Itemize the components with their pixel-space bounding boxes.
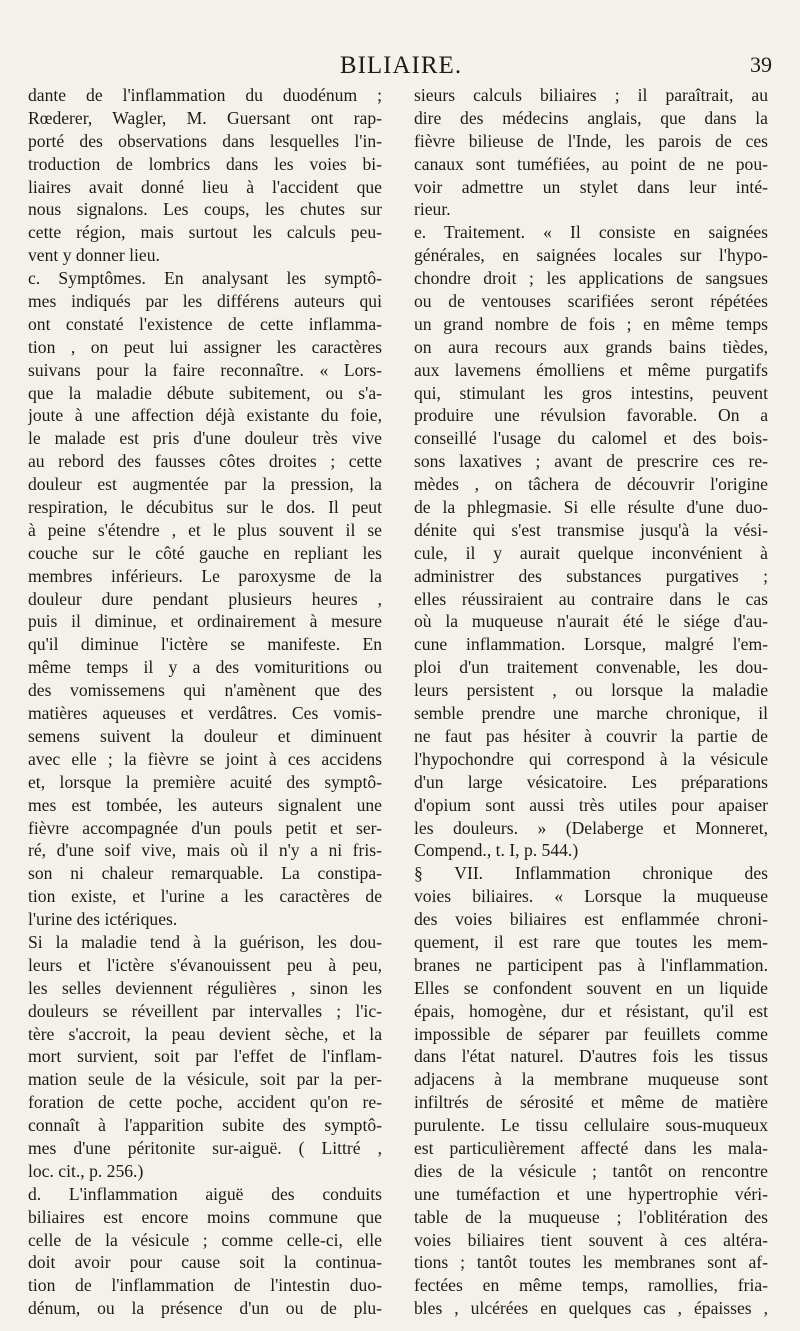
text-line: au rebord des fausses côtes droites ; cette [28,451,382,472]
text-line: épais, homogène, dur et résistant, qu'il est [414,1000,768,1021]
text-line: le malade est pris d'une douleur très vive [28,428,382,449]
text-line: puis il diminue, et ordinairement à mesure [28,611,382,632]
text-line: Compend., t. I, p. 544.) [414,840,579,861]
text-line: Elles se confondent souvent en un liquide [414,977,768,998]
text-line: couche sur le côté gauche en repliant les [28,542,382,563]
text-line: d'opium sont aussi très utiles pour apaiser [414,794,768,815]
text-line: membres inférieurs. Le paroxysme de la [28,565,382,586]
text-line: ploi d'un traitement convenable, les dou- [414,657,768,678]
text-line: fièvre accompagnée d'un pouls petit et ser- [28,817,382,838]
text-line: ré, d'une soif vive, mais où il n'y a ni fris- [28,840,382,861]
text-line: l'urine des ictériques. [28,909,178,930]
text-line: dies de la vésicule ; tantôt on rencontre [414,1160,768,1181]
text-line: impossible de séparer par feuillets comme [414,1023,768,1044]
text-line: un grand nombre de fois ; en même temps [414,313,768,334]
text-line: foration de cette poche, accident qu'on re- [28,1092,382,1113]
running-title: BILIAIRE. [339,52,463,79]
text-line: fièvre bilieuse de l'Inde, les parois de ces [414,130,768,151]
text-line: loc. cit., p. 256.) [28,1160,144,1181]
text-line: canaux sont tuméfiées, au point de ne pou- [414,153,768,174]
text-line: sons laxatives ; avant de prescrire ces re- [414,451,768,472]
text-line: Si la maladie tend à la guérison, les dou- [28,931,382,952]
text-line: fectées en même temps, ramollies, fria- [414,1275,768,1296]
text-line: est particulièrement affecté dans les mala- [414,1137,768,1158]
text-line: leurs persistent , ou lorsque la maladie [414,680,768,701]
text-line: connaît à l'apparition subite des symptô- [28,1115,382,1136]
text-line: porté des observations dans lesquelles l'in- [28,130,382,151]
text-line: respiration, le décubitus sur le dos. Il peut [28,497,382,518]
right-text-column [414,84,768,1326]
text-line: cette région, mais surtout les calculs peu- [28,222,382,243]
text-line: une tuméfaction et une hypertrophie véri- [414,1183,768,1204]
text-line: qu'il diminue l'ictère se manifeste. En [28,634,382,655]
text-line: dans l'état naturel. D'autres fois les tissus [414,1046,768,1067]
text-line: mes est tombée, les auteurs signalent une [28,794,382,815]
text-line: c. Symptômes. En analysant les symptô- [28,268,382,289]
text-line: suivans pour la faire reconnaître. « Lors- [28,359,382,380]
text-line: douleurs se réveillent par intervalles ; l'ic- [28,1000,382,1021]
text-line: qui, stimulant les gros intestins, peuvent [414,382,768,403]
text-line: § VII. Inflammation chronique des [414,863,768,884]
text-line: joute à une affection déjà existante du foie, [28,405,382,426]
page-number: 39 [750,52,772,77]
text-line: voies biliaires tient souvent à ces altéra- [414,1229,768,1250]
text-line: ont constaté l'existence de cette inflamma- [28,313,382,334]
text-line: semble prendre une marche chronique, il [414,703,768,724]
text-line: tère s'accroit, la peau devient sèche, et la [28,1023,382,1044]
text-line: infiltrés de sérosité et même de matière [414,1092,768,1113]
text-line: cule, il y aurait quelque inconvénient à [414,542,768,563]
text-line: voies biliaires. « Lorsque la muqueuse [414,886,768,907]
text-line: doit avoir pour cause soit la continua- [28,1252,382,1273]
text-line: d. L'inflammation aiguë des conduits [28,1183,382,1204]
text-line: douleur est augmentée par la pression, la [28,474,382,495]
text-line: dénite qui s'est transmise jusqu'à la vési- [414,519,768,540]
text-line: bles , ulcérées en quelques cas , épaisses , [414,1298,768,1319]
text-line: semens suivent la douleur et diminuent [28,725,382,746]
text-line: chondre droit ; les applications de sangsues [414,268,768,289]
text-line: avec elle ; la fièvre se joint à ces accidens [28,748,382,769]
text-line: ne faut pas hésiter à couvrir la partie de [414,725,768,746]
text-line: rieur. [414,199,451,220]
text-line: voir admettre un stylet dans leur inté- [414,176,768,197]
text-line: e. Traitement. « Il consiste en saignées [414,222,768,243]
page-header [30,52,772,88]
text-line: des voies biliaires est enflammée chroni- [414,909,768,930]
text-line: branes ne participent pas à l'inflammation. [414,954,768,975]
text-line: mation seule de la vésicule, soit par la per- [28,1069,382,1090]
text-line: table de la muqueuse ; l'oblitération des [414,1206,768,1227]
text-line: que la maladie débute subitement, ou s'a- [28,382,382,403]
text-line: de la phlegmasie. Si elle résulte d'une duo- [414,497,768,518]
text-line: tion existe, et l'urine a les caractères de [28,886,382,907]
text-line: nous signalons. Les coups, les chutes sur [28,199,382,220]
text-line: Rœderer, Wagler, M. Guersant ont rap- [28,107,382,128]
text-line: leurs et l'ictère s'évanouissent peu à peu, [28,954,382,975]
text-line: tion , on peut lui assigner les caractères [28,336,382,357]
text-line: troduction de lombrics dans les voies bi- [28,153,382,174]
text-line: biliaires est encore moins commune que [28,1206,382,1227]
text-line: les selles deviennent régulières , sinon les [28,977,382,998]
text-line: on aura recours aux grands bains tièdes, [414,336,768,357]
text-line: aux lavemens émolliens et même purgatifs [414,359,768,380]
text-line: matières aqueuses et verdâtres. Ces vomis- [28,703,382,724]
text-line: mèdes , on tâchera de découvrir l'origine [414,474,768,495]
text-line: tions ; tantôt toutes les membranes sont af- [414,1252,768,1273]
text-line: dénum, ou la présence d'un ou de plu- [28,1298,382,1319]
text-line: conseillé l'usage du calomel et des bois- [414,428,768,449]
text-line: elles réussiraient au contraire dans le cas [414,588,768,609]
text-line: mort survient, soit par l'effet de l'inflam- [28,1046,382,1067]
text-line: mes d'une péritonite sur-aiguë. ( Littré , [28,1137,382,1158]
text-line: des vomissemens qui n'amènent que des [28,680,382,701]
text-line: les douleurs. » (Delaberge et Monneret, [414,817,768,838]
text-line: celle de la vésicule ; comme celle-ci, elle [28,1229,382,1250]
text-line: son ni chaleur remarquable. La constipa- [28,863,382,884]
text-line: douleur dure pendant plusieurs heures , [28,588,382,609]
text-line: purulente. Le tissu cellulaire sous-muqueux [414,1115,768,1136]
text-line: mes indiqués par les différens auteurs qui [28,291,382,312]
text-line: l'hypochondre qui correspond à la vésicule [414,748,768,769]
text-line: à peine s'étendre , et le plus souvent il se [28,519,382,540]
text-line: produire une révulsion favorable. On a [414,405,768,426]
left-text-column [28,84,382,1326]
text-line: vent y donner lieu. [28,245,160,266]
text-line: sieurs calculs biliaires ; il paraîtrait, au [414,85,768,105]
text-line: ou de ventouses scarifiées seront répétées [414,291,768,312]
text-line: adjacens à la membrane muqueuse sont [414,1069,768,1090]
text-line: même temps il y a des vomituritions ou [28,657,382,678]
text-line: d'un large vésicatoire. Les préparations [414,771,768,792]
text-line: liaires avait donné lieu à l'accident que [28,176,382,197]
text-line: générales, en saignées locales sur l'hypo- [414,245,768,266]
text-line: tion de l'inflammation de l'intestin duo- [28,1275,382,1296]
text-line: dante de l'inflammation du duodénum ; [28,85,382,105]
text-line: et, lorsque la première acuité des symptô- [28,771,382,792]
text-line: où la muqueuse n'aurait été le siége d'au- [414,611,768,632]
text-line: dire des médecins anglais, que dans la [414,107,768,128]
text-line: quement, il est rare que toutes les mem- [414,931,768,952]
text-line: administrer des substances purgatives ; [414,565,768,586]
text-line: cune inflammation. Lorsque, malgré l'em- [414,634,768,655]
